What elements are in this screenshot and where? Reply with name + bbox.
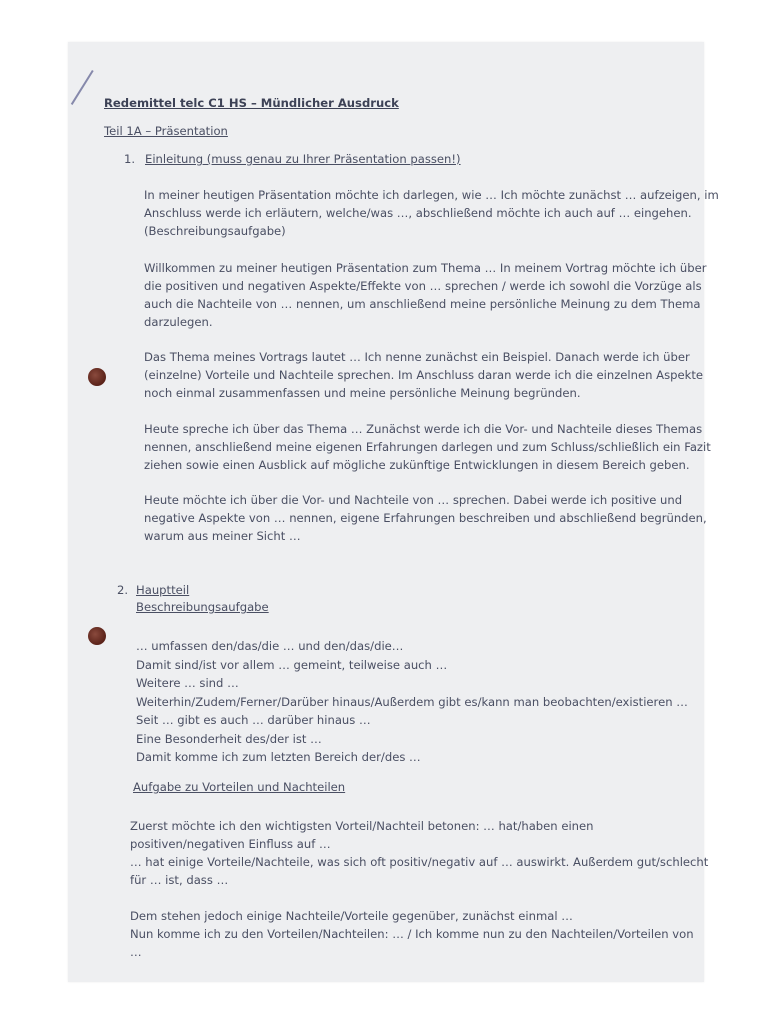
- list-item: Eine Besonderheit des/der ist …: [136, 731, 322, 746]
- intro-heading: Einleitung (muss genau zu Ihrer Präsentation passen!): [145, 152, 461, 166]
- text-line: Das Thema meines Vortrags lautet … Ich nenne zunächst ein Beispiel. Danach werde ich über: [144, 350, 690, 364]
- text-line: für … ist, dass …: [130, 873, 229, 887]
- paragraph: [144, 348, 703, 402]
- paragraph: [144, 259, 707, 331]
- paragraph: [144, 420, 711, 474]
- text-line: noch einmal zusammenfassen und meine persönliche Meinung begründen.: [144, 386, 581, 400]
- paragraph: [130, 907, 694, 961]
- text-line: Anschluss werde ich erläutern, welche/was …, abschließend möchte ich auch auf … eingehen.: [144, 206, 692, 220]
- list-item: Damit komme ich zum letzten Bereich der/des …: [136, 750, 421, 764]
- text-line: Zuerst möchte ich den wichtigsten Vorteil/Nachteil betonen: … hat/haben einen: [130, 819, 594, 833]
- text-line: Dem stehen jedoch einige Nachteile/Vorteile gegenüber, zunächst einmal …: [130, 909, 573, 923]
- list-item: … umfassen den/das/die … und den/das/die…: [136, 639, 404, 653]
- text-line: Nun komme ich zu den Vorteilen/Nachteilen: … / Ich komme nun zu den Nachteilen/Vorteilen von: [130, 927, 694, 941]
- text-line: Heute möchte ich über die Vor- und Nachteile von … sprechen. Dabei werde ich positive und: [144, 493, 683, 507]
- paragraph: [144, 491, 707, 545]
- text-line: die positiven und negativen Aspekte/Effekte von … sprechen / werde ich sowohl die Vorzüge als: [144, 279, 702, 293]
- text-line: darzulegen.: [144, 315, 213, 329]
- main-heading: Hauptteil: [136, 583, 190, 597]
- section-heading: Teil 1A – Präsentation: [104, 124, 228, 138]
- text-line: warum aus meiner Sicht …: [144, 529, 301, 543]
- text-line: negative Aspekte von … nennen, eigene Erfahrungen beschreiben und abschließend begründen,: [144, 511, 707, 525]
- document-title: Redemittel telc C1 HS – Mündlicher Ausdruck: [104, 96, 399, 110]
- subheading: Aufgabe zu Vorteilen und Nachteilen: [133, 780, 346, 794]
- text-line: positiven/negativen Einfluss auf …: [130, 837, 331, 851]
- text-line: ziehen sowie einen Ausblick auf mögliche zukünftige Entwicklungen in diesem Bereich geben.: [144, 458, 690, 472]
- text-line: In meiner heutigen Präsentation möchte ich darlegen, wie … Ich möchte zunächst … aufzeigen, im: [144, 188, 719, 202]
- text-line: Heute spreche ich über das Thema … Zunächst werde ich die Vor- und Nachteile dieses Themas: [144, 422, 703, 436]
- text-line: (einzelne) Vorteile und Nachteile sprechen. Im Anschluss daran werde ich die einzelnen Aspekte: [144, 368, 704, 382]
- subheading: Beschreibungsaufgabe: [136, 600, 269, 614]
- text-line: … hat einige Vorteile/Nachteile, was sich oft positiv/negativ auf … auswirkt. Außerdem gut/schlecht: [130, 855, 709, 869]
- text-line: …: [130, 945, 142, 959]
- text-line: nennen, anschließend meine eigenen Erfahrungen darlegen und zum Schluss/schließlich ein Fazit: [144, 440, 711, 454]
- list-item: Seit … gibt es auch … darüber hinaus …: [136, 713, 371, 727]
- list-item: Weiterhin/Zudem/Ferner/Darüber hinaus/Außerdem gibt es/kann man beobachten/existieren …: [136, 694, 688, 709]
- list-item: Weitere … sind …: [136, 676, 239, 690]
- paragraph: [144, 186, 719, 240]
- list-item: Damit sind/ist vor allem … gemeint, teilweise auch …: [136, 657, 448, 672]
- text-line: (Beschreibungsaufgabe): [144, 224, 286, 238]
- text-line: auch die Nachteile von … nennen, um anschließend meine persönliche Meinung zu dem Thema: [144, 297, 701, 311]
- section-number: 1.: [124, 152, 136, 166]
- paragraph: [130, 817, 708, 889]
- text-line: Willkommen zu meiner heutigen Präsentation zum Thema … In meinem Vortrag möchte ich über: [144, 261, 707, 275]
- section-number: 2.: [117, 583, 129, 597]
- punch-hole: [88, 627, 106, 645]
- phrase-list: [136, 637, 688, 767]
- punch-hole: [88, 368, 106, 386]
